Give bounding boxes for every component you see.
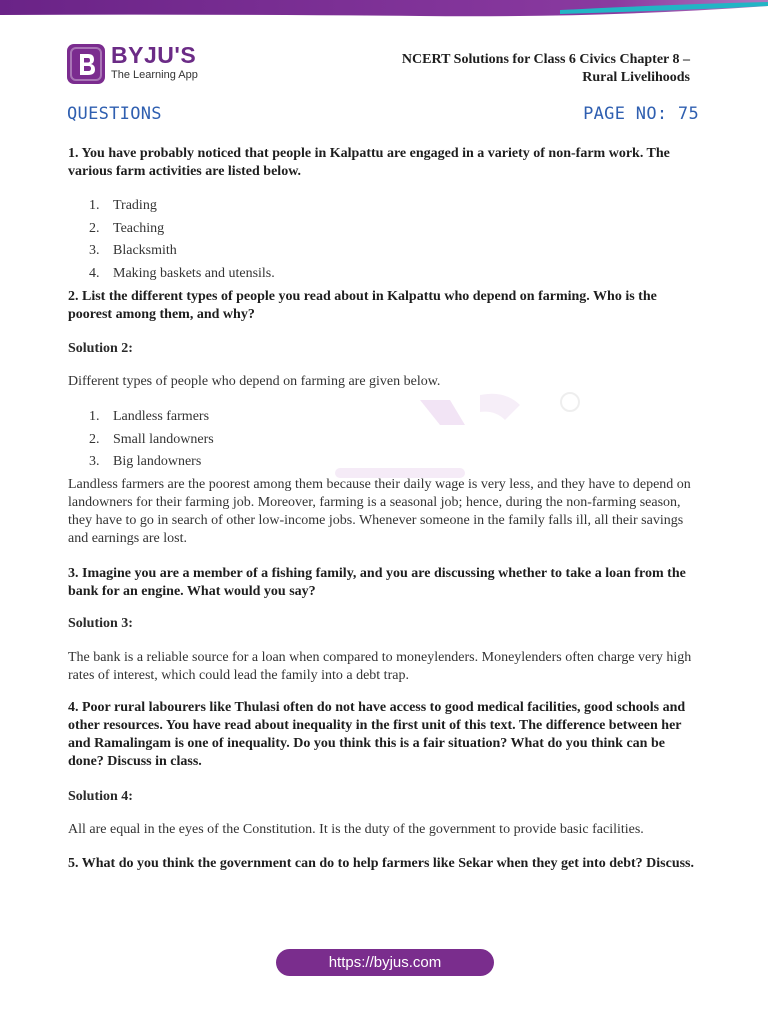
document-title-line-2: Rural Livelihoods bbox=[582, 70, 690, 85]
list-item-text: Blacksmith bbox=[113, 243, 177, 259]
list-item bbox=[89, 242, 275, 265]
solution-4-label: Solution 4: bbox=[68, 789, 133, 804]
question-5: 5. What do you think the government can do to help farmers like Sekar when they get into debt? Discuss. bbox=[68, 856, 695, 871]
list-item-text: Teaching bbox=[113, 220, 165, 236]
list-item-text: Big landowners bbox=[113, 454, 202, 470]
list-item-number: 3. bbox=[89, 454, 100, 470]
question-1: 1. You have probably noticed that people in Kalpattu are engaged in a variety of non-farm work. The various farm activities are listed below. bbox=[68, 146, 670, 179]
list-item bbox=[89, 220, 275, 243]
list-item-number: 4. bbox=[89, 266, 100, 282]
byjus-logo bbox=[67, 44, 237, 90]
q1-activity-list bbox=[68, 197, 275, 288]
list-item bbox=[89, 431, 214, 454]
watermark-logo bbox=[330, 380, 610, 490]
solution-4-answer: All are equal in the eyes of the Constitution. It is the duty of the government to provide basic facilities. bbox=[68, 822, 644, 837]
solution-3-answer: The bank is a reliable source for a loan when compared to moneylenders. Moneylenders often charge very high rates of interest, which could lead the family into a debt trap. bbox=[68, 650, 692, 683]
q2-farmer-types-list bbox=[68, 408, 214, 476]
question-4: 4. Poor rural labourers like Thulasi often do not have access to good medical facilities, good schools and other resources. You have read about inequality in the first unit of this text. The difference between her and Ramalingam is one of inequality. Do you think this is a fair situation? What do you think can be done? Discuss in class. bbox=[68, 700, 686, 769]
website-link-button[interactable]: https://byjus.com bbox=[276, 949, 494, 976]
logo-badge-icon bbox=[67, 44, 105, 84]
list-item-text: Landless farmers bbox=[113, 409, 210, 424]
document-title-line-1: NCERT Solutions for Class 6 Civics Chapter 8 – bbox=[401, 52, 690, 67]
questions-heading: QUESTIONS bbox=[67, 104, 162, 124]
list-item-text: Small landowners bbox=[113, 431, 214, 447]
list-item-text: Making baskets and utensils. bbox=[113, 266, 275, 282]
document-title bbox=[360, 51, 690, 87]
page-number: PAGE NO: 75 bbox=[583, 104, 699, 124]
list-item-number: 2. bbox=[89, 220, 100, 236]
list-item-number: 2. bbox=[89, 431, 100, 447]
list-item bbox=[89, 453, 214, 476]
question-3: 3. Imagine you are a member of a fishing family, and you are discussing whether to take a loan from the bank for an engine. What would you say? bbox=[68, 566, 686, 599]
list-item-number: 1. bbox=[89, 409, 100, 424]
list-item bbox=[89, 265, 275, 288]
solution-3-label: Solution 3: bbox=[68, 616, 133, 631]
list-item-number: 1. bbox=[89, 198, 100, 213]
question-2: 2. List the different types of people you read about in Kalpattu who depend on farming. Who is the poorest among them, and why? bbox=[68, 289, 657, 322]
brand-tagline: The Learning App bbox=[111, 69, 198, 81]
solution-2-label: Solution 2: bbox=[68, 341, 133, 356]
list-item-number: 3. bbox=[89, 243, 100, 259]
list-item-text: Trading bbox=[113, 198, 157, 213]
list-item bbox=[89, 408, 214, 431]
list-item bbox=[89, 197, 275, 220]
solution-2-intro: Different types of people who depend on farming are given below. bbox=[68, 374, 441, 389]
brand-name: BYJU'S bbox=[111, 42, 197, 68]
solution-2-answer: Landless farmers are the poorest among them because their daily wage is very less, and they have to depend on landowners for their farming job. Moreover, farming is a seasonal job; hence, during the non-farming season, they have to go in search of other low-income jobs. Whenever someone in the family falls ill, all their savings and earnings are lost. bbox=[68, 477, 691, 546]
top-decorative-bar bbox=[0, 0, 768, 18]
